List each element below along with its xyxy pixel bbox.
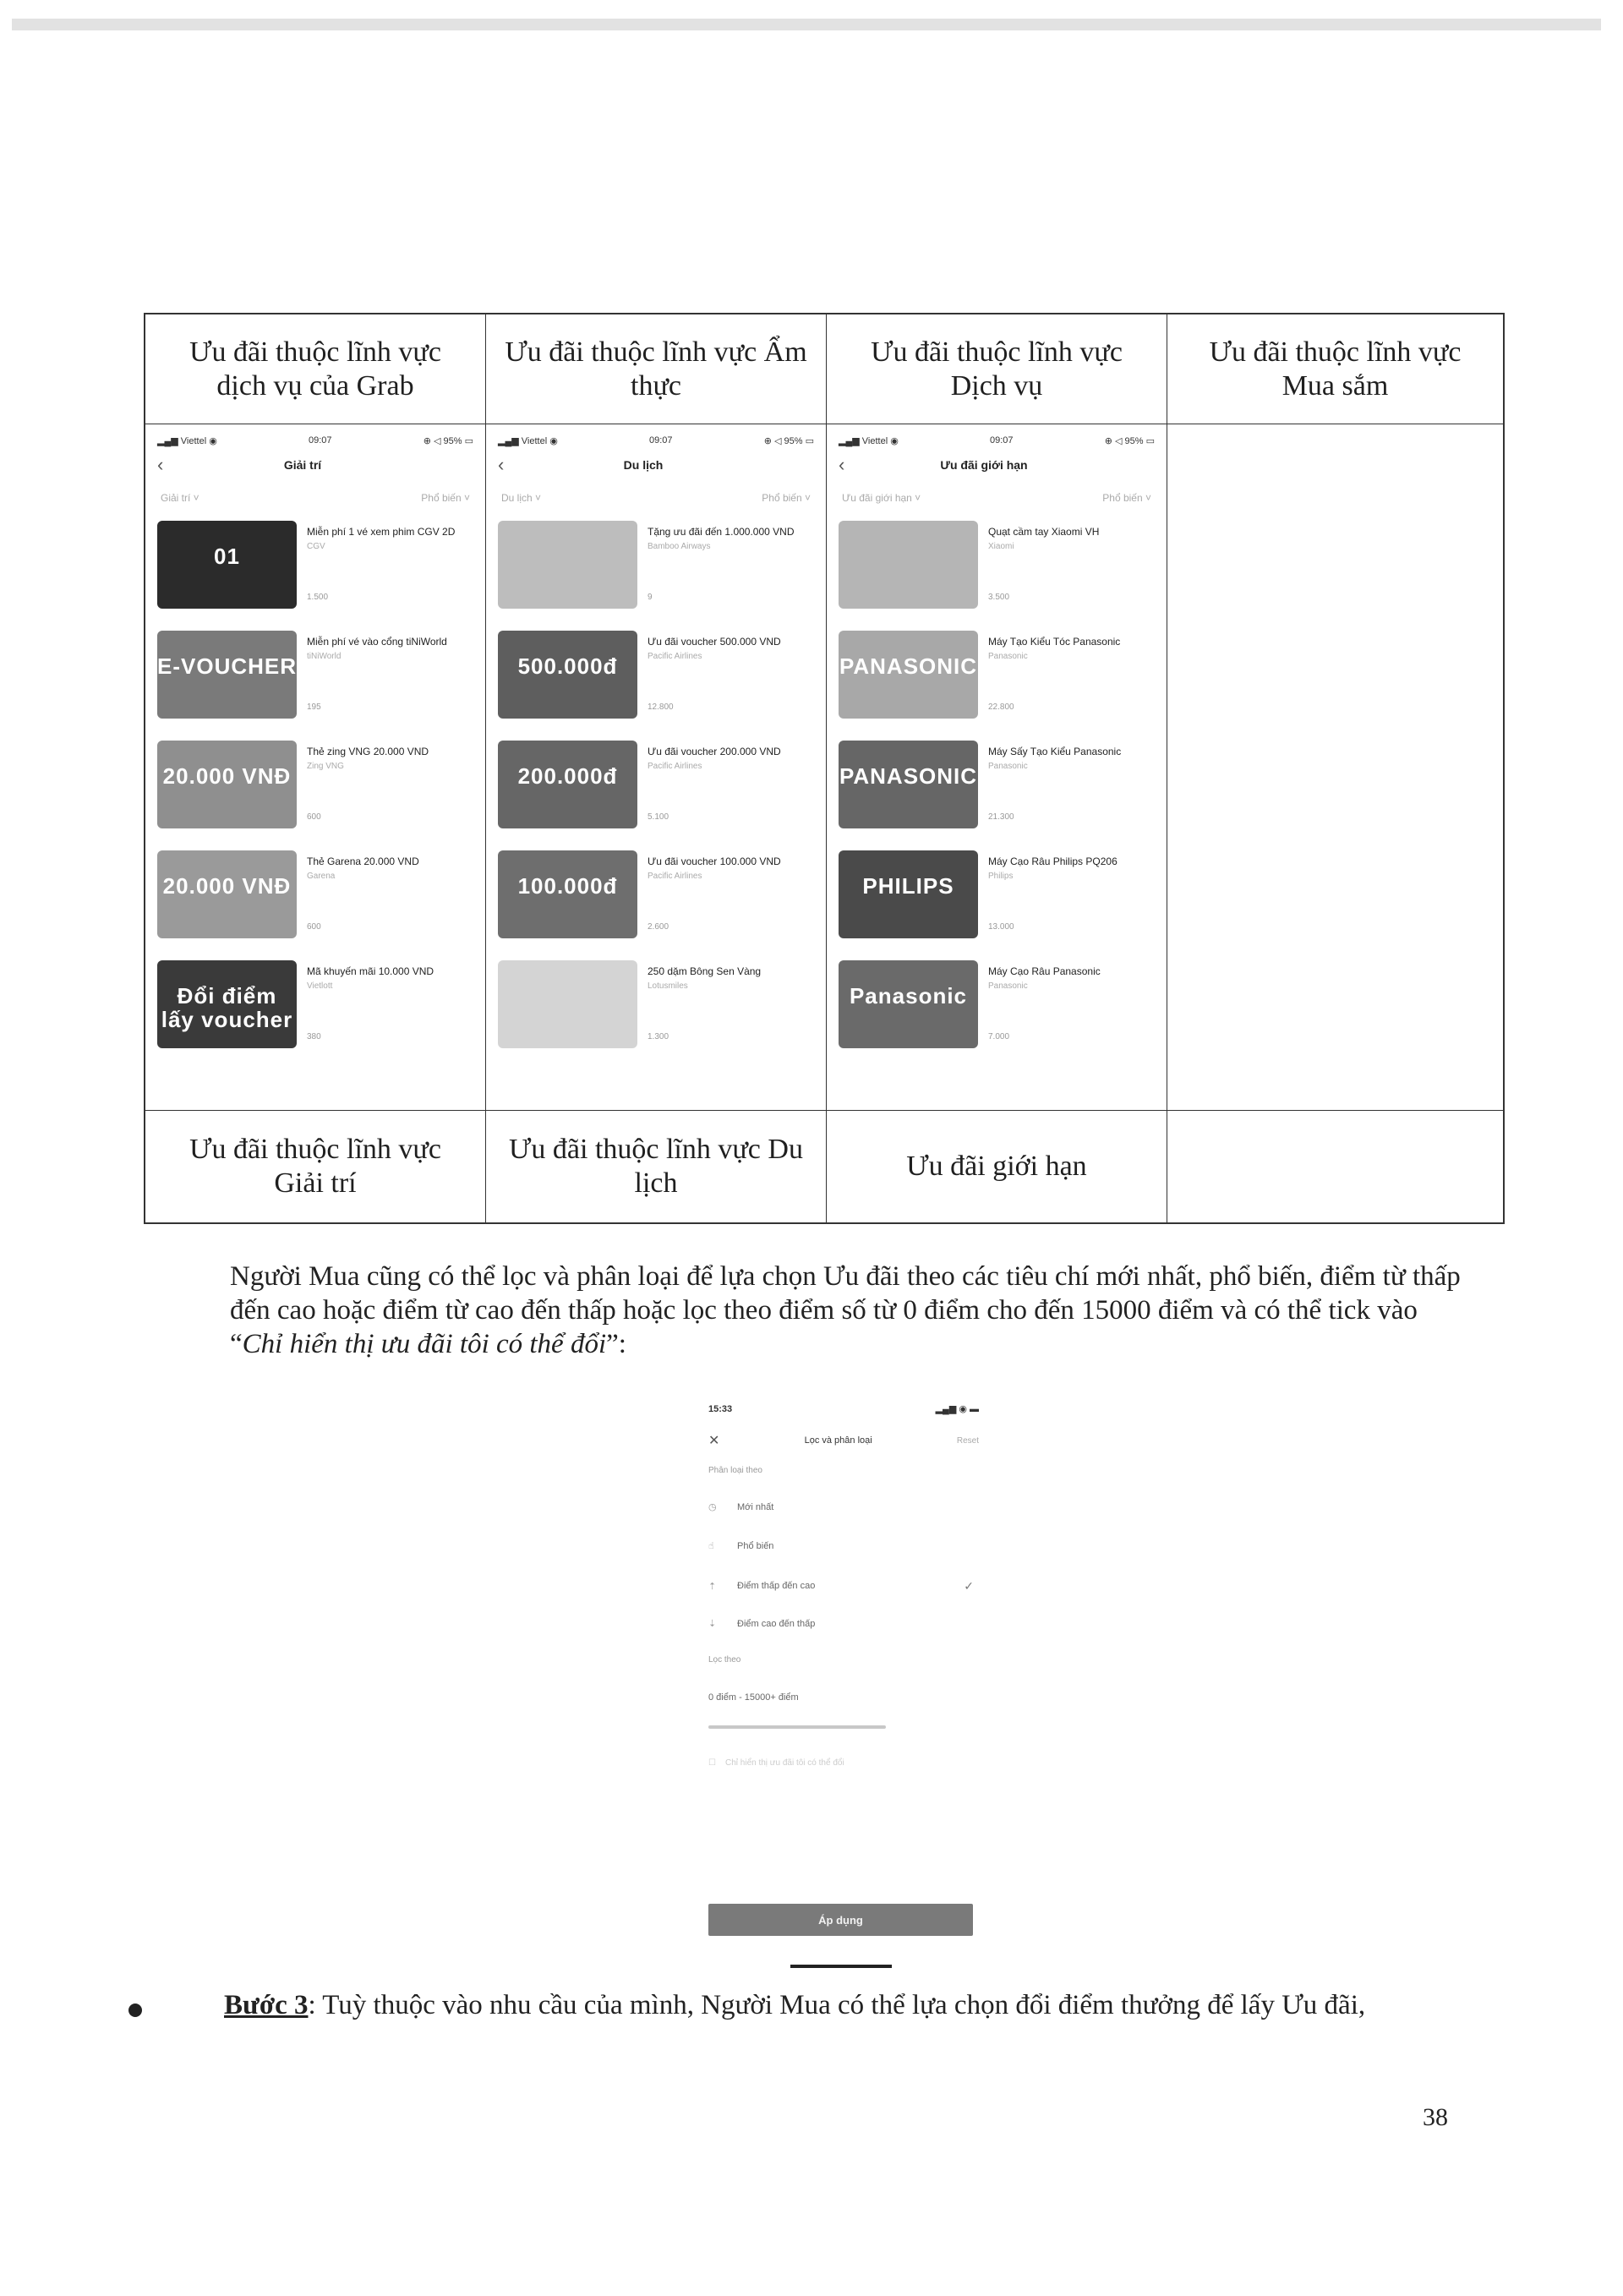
voucher-item[interactable]: [498, 624, 814, 732]
voucher-brand: Vietlott: [307, 981, 333, 991]
voucher-points: 7.000: [988, 1032, 1010, 1041]
battery-label: ⊕ ◁ 95% ▭: [763, 435, 814, 446]
voucher-item[interactable]: [839, 954, 1155, 1062]
voucher-name: Miễn phí 1 vé xem phim CGV 2D: [307, 526, 456, 538]
voucher-item[interactable]: [498, 844, 814, 952]
voucher-item[interactable]: [157, 624, 473, 732]
home-indicator: [790, 1965, 892, 1968]
voucher-points: 21.300: [988, 812, 1014, 822]
carrier-label: ▂▄▆ Viettel ◉: [157, 435, 217, 446]
screen-empty: [1167, 424, 1503, 1111]
voucher-points: 195: [307, 702, 321, 712]
fs-option-high-low[interactable]: [708, 1618, 979, 1629]
voucher-name: Ưu đãi voucher 500.000 VND: [648, 636, 781, 648]
fs-option-label: Điểm thấp đến cao: [737, 1581, 816, 1591]
thumbnail-text: 200.000đ: [517, 763, 618, 789]
voucher-item[interactable]: [498, 514, 814, 622]
voucher-brand: Lotusmiles: [648, 981, 688, 991]
voucher-points: 1.500: [307, 593, 329, 602]
voucher-name: Mã khuyến mãi 10.000 VND: [307, 965, 434, 977]
voucher-item[interactable]: [498, 954, 814, 1062]
sort-asc-icon: ⇡: [708, 1582, 717, 1592]
voucher-thumbnail: [157, 960, 297, 1048]
fs-checkbox-row[interactable]: [708, 1758, 979, 1768]
voucher-info: [978, 844, 1118, 952]
voucher-info: [978, 734, 1121, 842]
screen-nav: [498, 448, 814, 482]
check-icon: ✓: [964, 1579, 974, 1593]
voucher-brand: Panasonic: [988, 652, 1028, 661]
voucher-brand: tiNiWorld: [307, 652, 342, 661]
voucher-points: 13.000: [988, 922, 1014, 932]
voucher-points: 3.500: [988, 593, 1010, 602]
battery-label: ⊕ ◁ 95% ▭: [423, 435, 473, 446]
step-body: : Tuỳ thuộc vào nhu cầu của mình, Người Mua có thể lựa chọn đổi điểm thưởng để lấy Ưu đãi,: [308, 1990, 1366, 2020]
voucher-name: Thẻ zing VNG 20.000 VND: [307, 746, 429, 757]
screen-uu-dai-gioi-han: [827, 424, 1167, 1111]
category-dropdown[interactable]: Giải trí ˅: [161, 492, 199, 504]
battery-label: ⊕ ◁ 95% ▭: [1104, 435, 1155, 446]
voucher-thumbnail: [839, 741, 978, 828]
page-number: 38: [1423, 2103, 1448, 2131]
voucher-brand: CGV: [307, 542, 325, 551]
voucher-thumbnail: [839, 960, 978, 1048]
filter-bar: [498, 482, 814, 514]
thumbnail-text: E-VOUCHER: [157, 653, 297, 679]
voucher-name: Quạt cầm tay Xiaomi VH: [988, 526, 1100, 538]
thumbnail-text: Đổi điểm lấy voucher: [161, 983, 293, 1032]
voucher-name: Ưu đãi voucher 100.000 VND: [648, 856, 781, 867]
apply-button[interactable]: Áp dụng: [708, 1904, 973, 1936]
fs-signal-icon: ▂▄▆ ◉ ▬: [935, 1404, 979, 1414]
voucher-info: [637, 514, 794, 622]
fs-sort-label: Phân loại theo: [708, 1466, 762, 1475]
status-time: 09:07: [990, 435, 1014, 446]
voucher-points: 600: [307, 812, 321, 822]
voucher-brand: Philips: [988, 872, 1014, 881]
thumbnail-text: PANASONIC: [839, 763, 978, 789]
scan-top-edge: [12, 19, 1601, 30]
voucher-info: [297, 954, 434, 1062]
back-chevron-icon[interactable]: ‹: [839, 454, 845, 475]
fs-reset-button[interactable]: Reset: [956, 1435, 979, 1446]
screen-title: Giải trí: [283, 458, 322, 472]
paragraph-end: ”:: [606, 1329, 626, 1359]
screen-giai-tri: [145, 424, 486, 1111]
voucher-name: Máy Sấy Tạo Kiểu Panasonic: [988, 746, 1122, 757]
voucher-name: Máy Cạo Râu Philips PQ206: [988, 856, 1118, 867]
voucher-name: Thẻ Garena 20.000 VND: [307, 856, 419, 867]
voucher-brand: Garena: [307, 872, 336, 881]
voucher-points: 380: [307, 1032, 321, 1041]
voucher-thumbnail: [157, 850, 297, 938]
fs-close-icon[interactable]: ✕: [708, 1434, 720, 1448]
voucher-item[interactable]: [839, 734, 1155, 842]
fs-time: 15:33: [708, 1403, 733, 1414]
voucher-info: [297, 734, 429, 842]
voucher-item[interactable]: [839, 624, 1155, 732]
voucher-item[interactable]: [157, 514, 473, 622]
voucher-brand: Panasonic: [988, 981, 1028, 991]
step-label: Bước 3: [224, 1990, 309, 2020]
step-3-text: [224, 1988, 1458, 2022]
voucher-points: 9: [648, 593, 653, 602]
status-time: 09:07: [309, 435, 332, 446]
voucher-brand: Bamboo Airways: [648, 542, 711, 551]
voucher-name: Ưu đãi voucher 200.000 VND: [648, 746, 781, 757]
status-bar: [839, 433, 1155, 448]
paragraph-italic: Chỉ hiển thị ưu đãi tôi có thể đổi: [242, 1329, 607, 1359]
sort-dropdown[interactable]: Phổ biến ˅: [1102, 492, 1151, 504]
voucher-points: 12.800: [648, 702, 674, 712]
fs-option-low-high[interactable]: [708, 1579, 979, 1594]
voucher-thumbnail: [839, 521, 978, 609]
category-dropdown[interactable]: Du lịch ˅: [501, 492, 542, 504]
bullet-point: [128, 2004, 142, 2017]
voucher-points: 1.300: [648, 1032, 669, 1041]
header-dich-vu: Ưu đãi thuộc lĩnh vực Dịch vụ: [827, 314, 1167, 424]
fs-range-slider[interactable]: [708, 1725, 979, 1730]
voucher-info: [978, 954, 1101, 1062]
voucher-name: Máy Tạo Kiểu Tóc Panasonic: [988, 636, 1121, 648]
fs-option-newest[interactable]: [708, 1501, 979, 1512]
voucher-thumbnail: [498, 960, 637, 1048]
screen-du-lich: [486, 424, 827, 1111]
header-am-thuc: Ưu đãi thuộc lĩnh vực Ẩm thực: [486, 314, 827, 424]
filter-bar: [839, 482, 1155, 514]
voucher-item[interactable]: [157, 734, 473, 842]
fs-filter-label: Lọc theo: [708, 1655, 741, 1665]
filter-bar: [157, 482, 473, 514]
voucher-info: [637, 624, 781, 732]
thumbnail-text: 20.000 VNĐ: [162, 763, 292, 789]
clock-icon: ◷: [708, 1502, 717, 1512]
screen-title: Ưu đãi giới hạn: [940, 458, 1028, 472]
thumbnail-text: 01: [214, 544, 240, 569]
thumbnail-text: Panasonic: [849, 983, 968, 1009]
voucher-thumbnail: [839, 631, 978, 719]
fs-option-label: Phổ biến: [737, 1540, 774, 1551]
sort-dropdown[interactable]: Phổ biến ˅: [762, 492, 811, 504]
label-du-lich: Ưu đãi thuộc lĩnh vực Du lịch: [486, 1111, 827, 1222]
voucher-brand: Panasonic: [988, 762, 1028, 771]
voucher-thumbnail: [498, 631, 637, 719]
header-mua-sam: Ưu đãi thuộc lĩnh vực Mua sắm: [1167, 314, 1503, 424]
voucher-points: 2.600: [648, 922, 669, 932]
voucher-item[interactable]: [157, 844, 473, 952]
header-grab: Ưu đãi thuộc lĩnh vực dịch vụ của Grab: [145, 314, 486, 424]
thumbnail-text: 500.000đ: [517, 653, 618, 679]
status-time: 09:07: [649, 435, 673, 446]
thumbs-up-icon: ☝: [708, 1541, 714, 1551]
carrier-label: ▂▄▆ Viettel ◉: [839, 435, 899, 446]
filter-description-paragraph: [230, 1260, 1464, 1361]
status-bar: [498, 433, 814, 448]
screen-title: Du lịch: [623, 458, 664, 472]
voucher-item[interactable]: [498, 734, 814, 842]
voucher-category-table: [144, 313, 1505, 1224]
voucher-info: [297, 844, 419, 952]
voucher-thumbnail: [498, 741, 637, 828]
voucher-info: [637, 734, 781, 842]
status-bar: [157, 433, 473, 448]
voucher-points: 22.800: [988, 702, 1014, 712]
voucher-info: [297, 514, 455, 622]
thumbnail-text: PHILIPS: [862, 873, 954, 899]
voucher-thumbnail: [839, 850, 978, 938]
fs-option-label: Điểm cao đến thấp: [737, 1618, 816, 1629]
voucher-name: Miễn phí vé vào cổng tiNiWorld: [307, 636, 447, 648]
voucher-points: 5.100: [648, 812, 669, 822]
voucher-item[interactable]: [839, 844, 1155, 952]
voucher-item[interactable]: [839, 514, 1155, 622]
fs-checkbox-label: Chỉ hiển thị ưu đãi tôi có thể đổi: [725, 1758, 844, 1768]
label-empty: [1167, 1111, 1503, 1222]
voucher-thumbnail: [498, 521, 637, 609]
voucher-points: 600: [307, 922, 321, 932]
thumbnail-text: 20.000 VNĐ: [162, 873, 292, 899]
fs-range-text: 0 điểm - 15000+ điểm: [708, 1692, 799, 1703]
voucher-info: [637, 844, 781, 952]
paragraph-text: Người Mua cũng có thể lọc và phân loại để lựa chọn Ưu đãi theo các tiêu chí mới nhất, phổ biến, điểm từ thấp đến cao hoặc điểm từ cao đến thấp hoặc lọc theo điểm số từ 0 điểm cho đến 15000 điểm và có thể tick vào “: [230, 1261, 1461, 1359]
thumbnail-text: PANASONIC: [839, 653, 978, 679]
voucher-info: [978, 514, 1099, 622]
voucher-thumbnail: [157, 631, 297, 719]
voucher-brand: Pacific Airlines: [648, 762, 702, 771]
label-uu-dai-gioi-han: Ưu đãi giới hạn: [827, 1111, 1167, 1222]
fs-title: Lọc và phân loại: [804, 1435, 872, 1446]
back-chevron-icon[interactable]: ‹: [157, 454, 164, 475]
voucher-info: [637, 954, 761, 1062]
category-dropdown[interactable]: Ưu đãi giới hạn ˅: [842, 492, 921, 504]
sort-dropdown[interactable]: Phổ biến ˅: [421, 492, 470, 504]
checkbox-icon: ☐: [708, 1758, 716, 1768]
voucher-name: 250 dặm Bông Sen Vàng: [648, 965, 762, 977]
voucher-thumbnail: [157, 741, 297, 828]
voucher-brand: Xiaomi: [988, 542, 1014, 551]
voucher-thumbnail: [157, 521, 297, 609]
voucher-brand: Pacific Airlines: [648, 872, 702, 881]
voucher-info: [978, 624, 1120, 732]
screen-nav: [839, 448, 1155, 482]
voucher-brand: Pacific Airlines: [648, 652, 702, 661]
voucher-item[interactable]: [157, 954, 473, 1062]
fs-option-label: Mới nhất: [737, 1501, 774, 1512]
thumbnail-text: 100.000đ: [517, 873, 618, 899]
screen-nav: [157, 448, 473, 482]
voucher-brand: Zing VNG: [307, 762, 344, 771]
voucher-info: [297, 624, 447, 732]
voucher-name: Tặng ưu đãi đến 1.000.000 VND: [648, 526, 795, 538]
voucher-name: Máy Cạo Râu Panasonic: [988, 965, 1101, 977]
voucher-thumbnail: [498, 850, 637, 938]
label-giai-tri: Ưu đãi thuộc lĩnh vực Giải trí: [145, 1111, 486, 1222]
carrier-label: ▂▄▆ Viettel ◉: [498, 435, 558, 446]
filter-sort-screen: [708, 1395, 979, 1936]
fs-option-popular[interactable]: [708, 1540, 979, 1551]
sort-desc-icon: ⇣: [708, 1619, 717, 1629]
back-chevron-icon[interactable]: ‹: [498, 454, 505, 475]
